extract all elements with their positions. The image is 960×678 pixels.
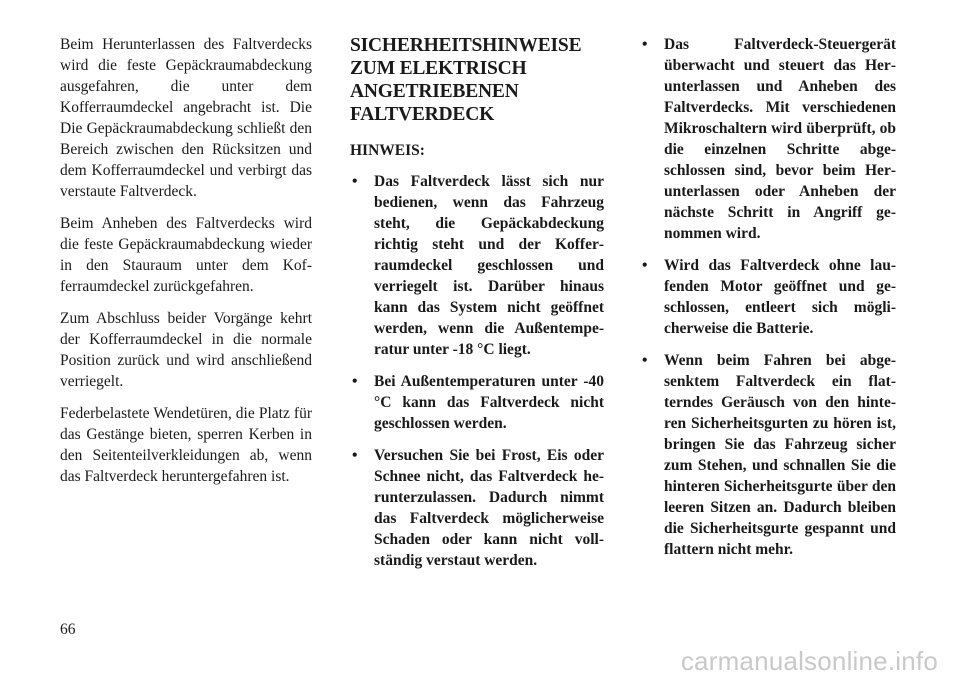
bullet-icon: • [352, 173, 358, 190]
right-column [640, 34, 896, 571]
list-item-text: Das Faltverdeck lässt sich nur bedienen, wenn das Fahrzeug steht, die Gepäckabdeckung richtig steht und der Kofferraumdeckel geschlossen und verriegelt ist. Darüber hinaus kann das System nicht geöffnet werden, wenn die Außentemperatur unter -18 °C liegt. [374, 173, 604, 358]
body-paragraph: Federbelastete Wendetüren, die Platz für das Gestänge bieten, sperren Kerben in den Seitenteilverkleidungen ab, wenn das Faltverdeck heruntergefahren ist. [60, 405, 312, 485]
list-item [640, 34, 896, 244]
list-item [640, 255, 896, 339]
bullet-icon: • [352, 373, 358, 390]
watermark: carmanualsonline.info [680, 646, 938, 676]
bullet-icon: • [642, 352, 648, 369]
page-number: 66 [60, 621, 76, 638]
bullet-icon: • [352, 447, 358, 464]
body-paragraph: Beim Anheben des Faltverdecks wird die feste Gepäckraumabdeckung wieder in den Stauraum unter dem Kofferraumdeckel zurückgefahren. [60, 215, 312, 295]
bullet-icon: • [642, 36, 648, 53]
list-item [350, 171, 604, 360]
list-item-text: Bei Außentemperaturen unter -40 °C kann das Faltverdeck nicht geschlossen werden. [374, 373, 604, 432]
list-item-text: Versuchen Sie bei Frost, Eis oder Schnee nicht, das Faltverdeck herunterzulassen. Dadurch nimmt das Faltverdeck möglicherweise Schaden oder kann nicht vollständig verstaut werden. [374, 447, 604, 569]
left-column [60, 34, 312, 498]
body-paragraph: Zum Abschluss beider Vorgänge kehrt der Kofferraumdeckel in die normale Position zurück und wird anschließend verriegelt. [60, 310, 312, 390]
list-item-text: Das Faltverdeck-Steuergerät überwacht und steuert das Herunterlassen und Anheben des Faltverdecks. Mit verschiedenen Mikroschaltern wird überprüft, ob die einzelnen Schritte abgeschlossen sind, bevor beim Herunterlassen oder Anheben der nächste Schritt in Angriff genommen wird. [664, 36, 896, 242]
bullet-icon: • [642, 257, 648, 274]
list-item [640, 350, 896, 560]
list-item [350, 371, 604, 434]
note-label: HINWEIS: [350, 142, 425, 159]
section-heading: SICHERHEITSHINWEISE ZUM ELEKTRISCH ANGETRIEBENEN FALTVERDECK [350, 35, 582, 125]
safety-bullet-list [350, 171, 604, 571]
list-item [350, 445, 604, 571]
list-item-text: Wird das Faltverdeck ohne laufenden Motor geöffnet und geschlossen, entleert sich möglicherweise die Batterie. [664, 257, 896, 337]
list-item-text: Wenn beim Fahren bei abgesenktem Faltverdeck ein flatterndes Geräusch von den hinteren Sicherheitsgurten zu hören ist, bringen Sie das Fahrzeug sicher zum Stehen, und schnallen Sie die hinteren Sicherheitsgurte über den leeren Sitzen an. Dadurch bleiben die Sicherheitsgurte gespannt und flattern nicht mehr. [664, 352, 896, 558]
middle-column [350, 34, 604, 582]
safety-bullet-list [640, 34, 896, 560]
body-paragraph: Beim Herunterlassen des Faltverdecks wird die feste Gepäckraumabdeckung ausgefahren, die unter dem Kofferraumdeckel angebracht ist. Die Die Gepäckraumabdeckung schließt den Bereich zwischen den Rücksitzen und dem Kofferraumdeckel und verbirgt das verstaute Faltverdeck. [60, 36, 312, 200]
